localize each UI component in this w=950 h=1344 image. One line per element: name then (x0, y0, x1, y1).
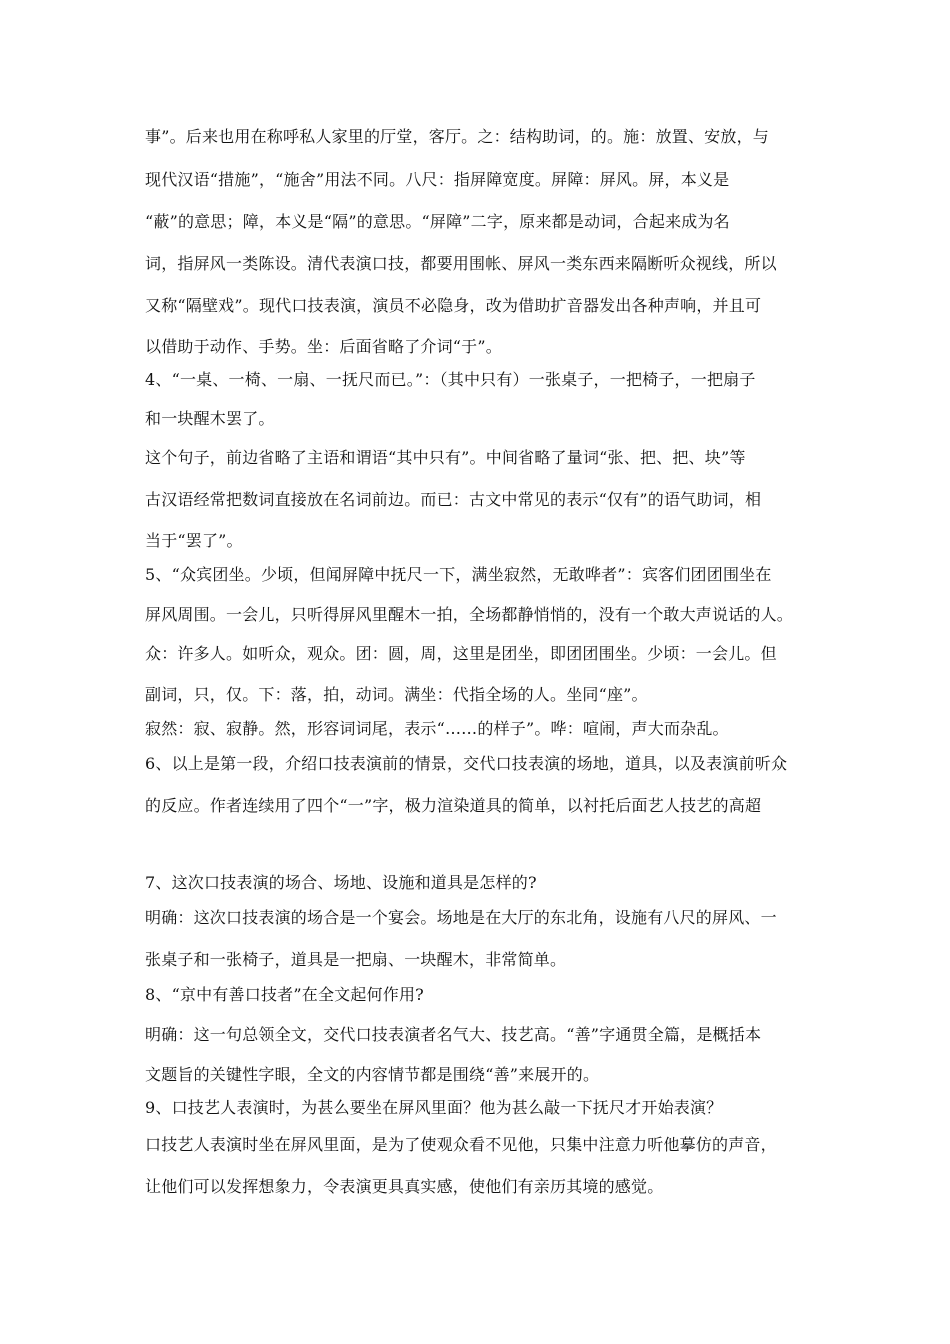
text-line: 屏风周围。一会儿，只听得屏风里醒木一拍，全场都静悄悄的，没有一个敢大声说话的人。 (145, 605, 794, 624)
text-line: 7、这次口技表演的场合、场地、设施和道具是怎样的? (145, 873, 537, 892)
text-line: 口技艺人表演时坐在屏风里面，是为了使观众看不见他，只集中注意力听他摹仿的声音， (145, 1135, 777, 1154)
text-line: 8、“京中有善口技者”在全文起何作用? (145, 985, 424, 1004)
text-line: 又称“隔壁戏”。现代口技表演，演员不必隐身，改为借助扩音器发出各种声响，并且可 (145, 296, 762, 315)
text-line: 副词，只，仅。下：落，拍，动词。满坐：代指全场的人。坐同“座”。 (145, 685, 648, 704)
text-line: 和一块醒木罢了。 (145, 409, 275, 428)
text-line: 9、口技艺人表演时，为甚么要坐在屏风里面？他为甚么敲一下抚尺才开始表演？ (145, 1098, 723, 1117)
text-line: 词，指屏风一类陈设。清代表演口技，都要用围帐、屏风一类东西来隔断听众视线，所以 (145, 254, 777, 273)
text-line: 的反应。作者连续用了四个“一”字，极力渲染道具的简单，以衬托后面艺人技艺的高超 (145, 796, 762, 815)
text-line: 5、“众宾团坐。少顷，但闻屏障中抚尺一下，满坐寂然，无敢哗者”：宾客们团团围坐在 (145, 565, 772, 584)
text-line: 张桌子和一张椅子，道具是一把扇、一块醒木，非常简单。 (145, 950, 567, 969)
text-line: 文题旨的关键性字眼，全文的内容情节都是围绕“善”来展开的。 (145, 1065, 600, 1084)
text-line: 这个句子，前边省略了主语和谓语“其中只有”。中间省略了量词“张、把、把、块”等 (145, 448, 746, 467)
text-line: 古汉语经常把数词直接放在名词前边。而已：古文中常见的表示“仅有”的语气助词，相 (145, 490, 762, 509)
text-line: 以借助于动作、手势。坐：后面省略了介词“于”。 (145, 337, 502, 356)
text-line: “蔽”的意思；障，本义是“隔”的意思。“屏障”二字，原来都是动词，合起来成为名 (145, 212, 730, 231)
text-line: 4、“一桌、一椅、一扇、一抚尺而已。”：（其中只有）一张桌子，一把椅子，一把扇子 (145, 370, 756, 389)
text-line: 现代汉语“措施”，“施舍”用法不同。八尺：指屏障宽度。屏障：屏风。屏，本义是 (145, 170, 730, 189)
text-line: 事”。后来也用在称呼私人家里的厅堂，客厅。之：结构助词，的。施：放置、安放，与 (145, 127, 769, 146)
text-line: 明确：这次口技表演的场合是一个宴会。场地是在大厅的东北角，设施有八尺的屏风、一 (145, 908, 777, 927)
text-line: 众：许多人。如听众，观众。团：圆，周，这里是团坐，即团团围坐。少顷：一会儿。但 (145, 644, 777, 663)
text-line: 让他们可以发挥想象力，令表演更具真实感，使他们有亲历其境的感觉。 (145, 1177, 664, 1196)
text-line: 当于“罢了”。 (145, 531, 243, 550)
text-line: 明确：这一句总领全文，交代口技表演者名气大、技艺高。“善”字通贯全篇，是概括本 (145, 1025, 762, 1044)
text-line: 6、以上是第一段，介绍口技表演前的情景，交代口技表演的场地，道具，以及表演前听众 (145, 754, 788, 773)
text-line: 寂然：寂、寂静。然，形容词词尾，表示“……的样子”。哗：喧闹，声大而杂乱。 (145, 719, 729, 738)
